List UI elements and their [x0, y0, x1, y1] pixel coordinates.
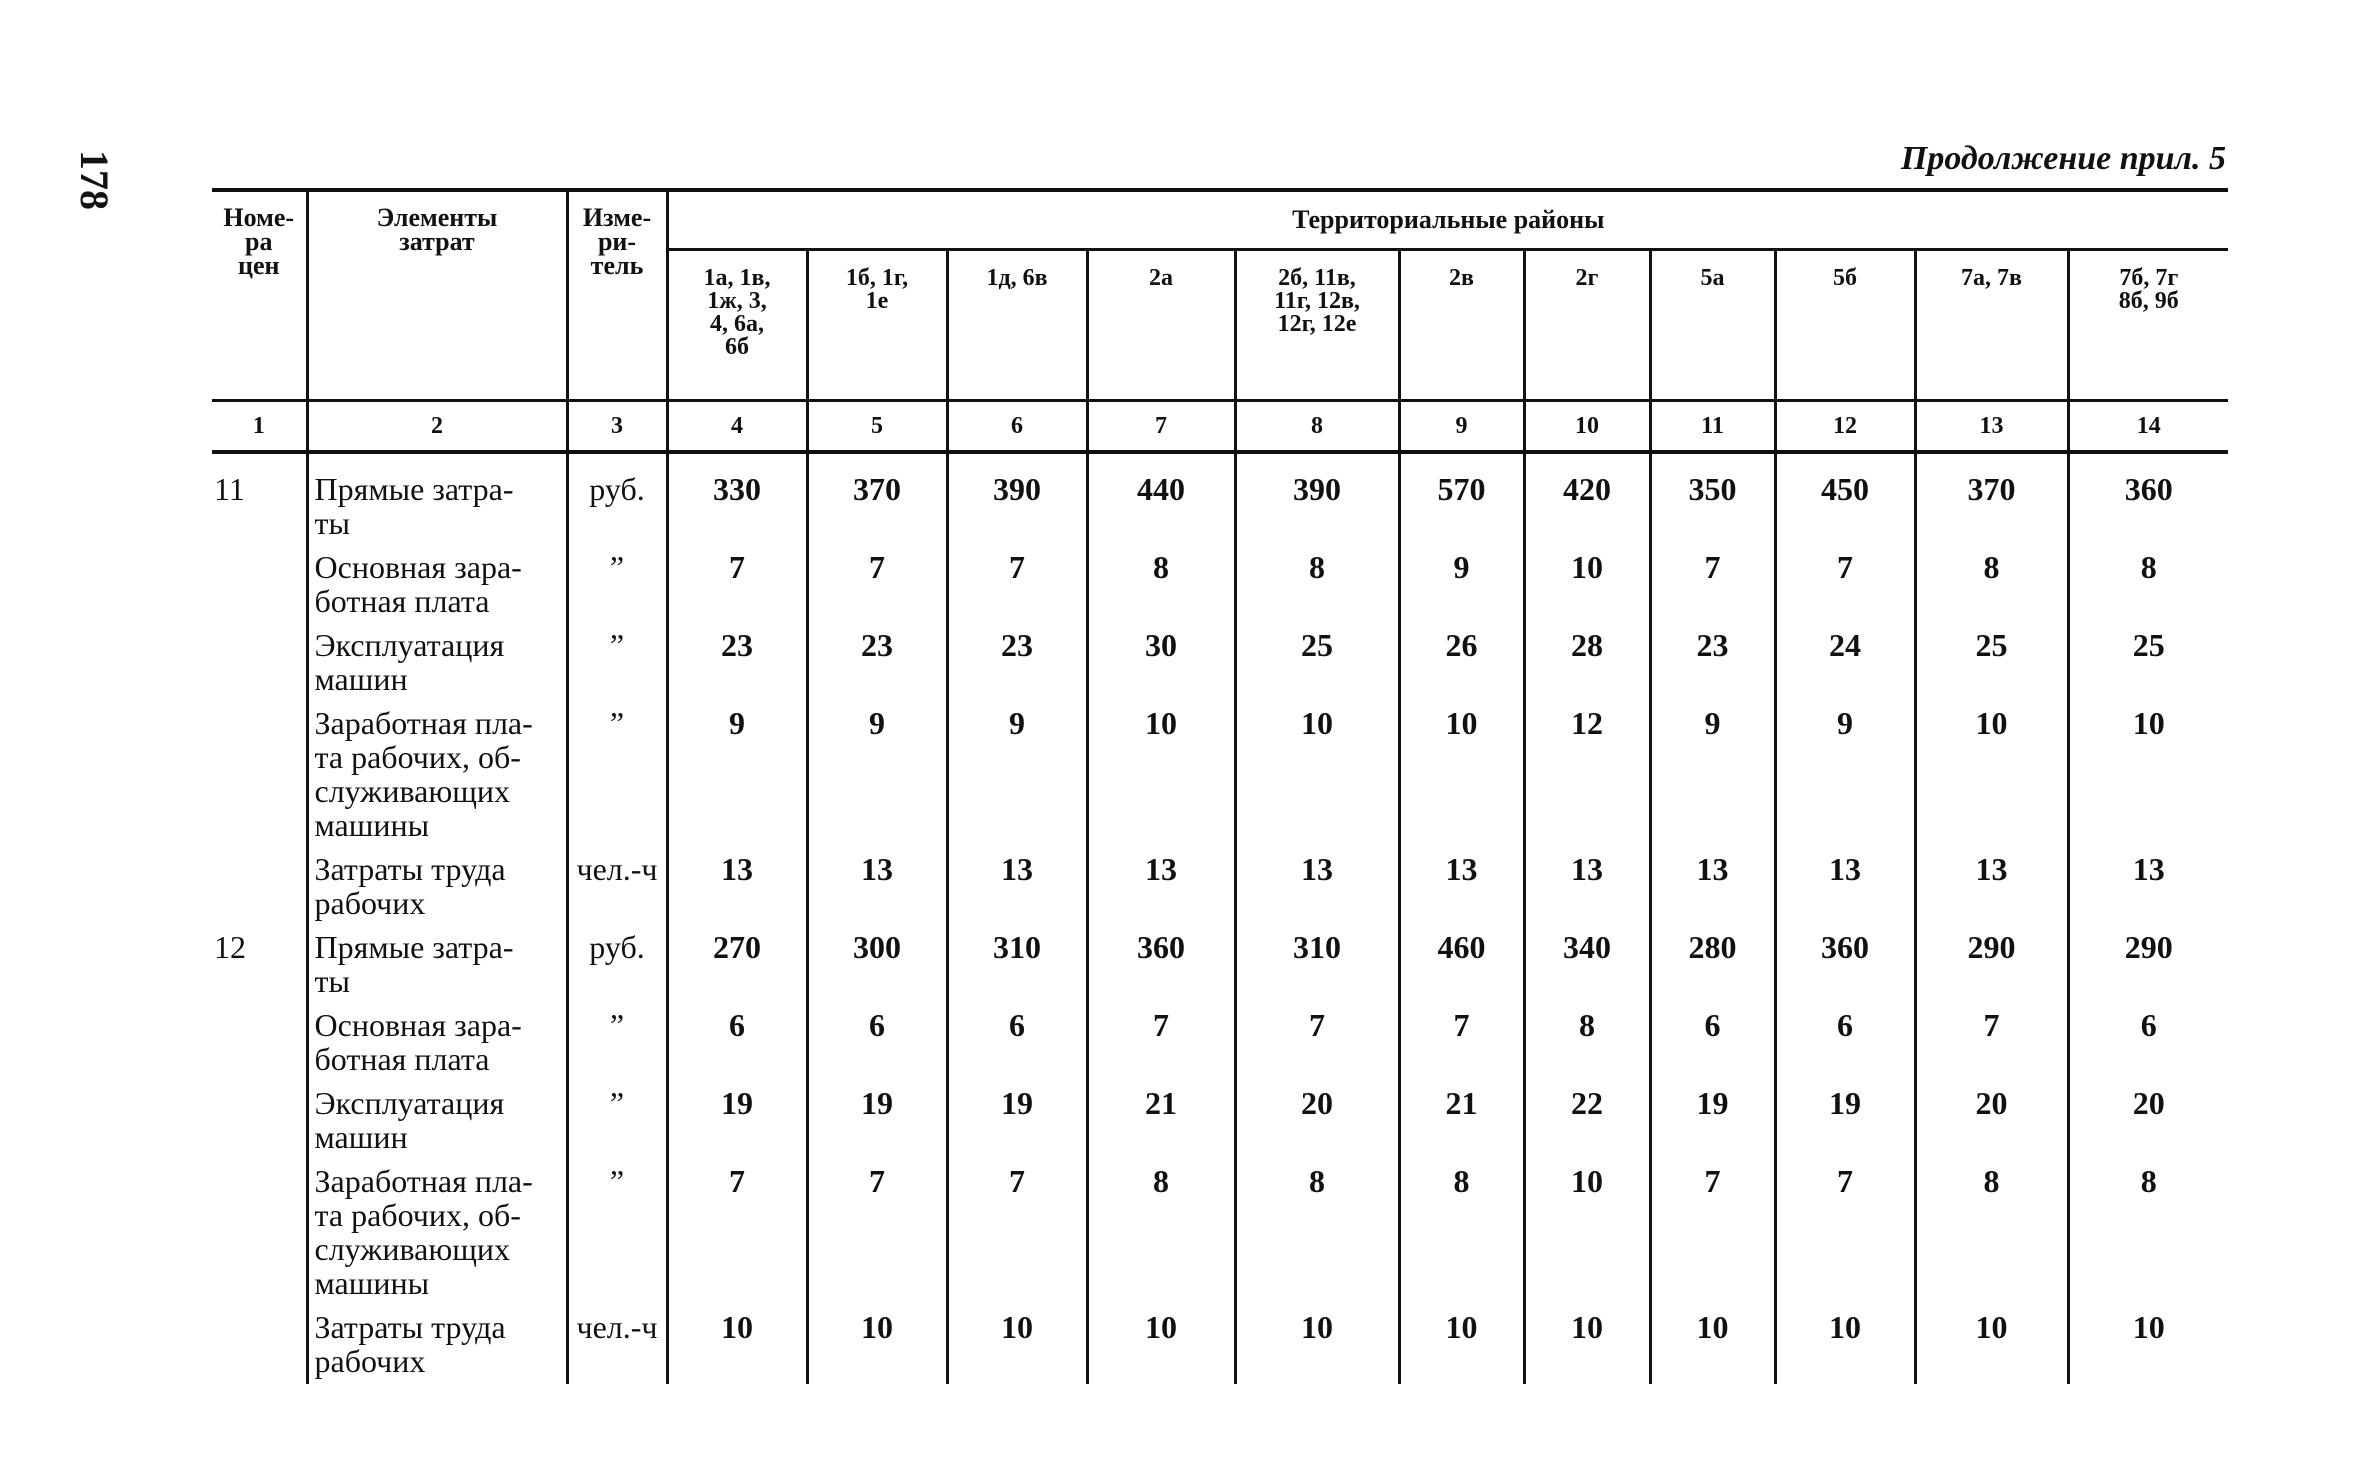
- row-value: 8: [1235, 1154, 1399, 1300]
- row-unit: ”: [567, 618, 667, 696]
- row-value: 13: [1524, 842, 1650, 920]
- column-number: 9: [1399, 401, 1524, 453]
- row-value: 9: [1650, 696, 1775, 842]
- row-price-number: 12: [214, 929, 246, 965]
- row-unit: ”: [567, 540, 667, 618]
- table-row: [212, 1300, 2228, 1384]
- row-value: 21: [1087, 1076, 1235, 1154]
- row-value: 7: [1235, 998, 1399, 1076]
- column-number: 7: [1087, 401, 1235, 453]
- row-value: 13: [947, 842, 1087, 920]
- row-value: 290: [1915, 920, 2068, 998]
- row-cost-element: Затраты труда рабочих: [307, 1300, 567, 1384]
- row-value: 10: [1524, 540, 1650, 618]
- row-value: 25: [2068, 618, 2228, 696]
- row-value: 9: [667, 696, 807, 842]
- row-value: 7: [1650, 540, 1775, 618]
- table-row: [212, 1154, 2228, 1300]
- column-number: 14: [2068, 401, 2228, 453]
- row-value: 23: [947, 618, 1087, 696]
- row-value: 19: [667, 1076, 807, 1154]
- row-value: 30: [1087, 618, 1235, 696]
- row-value: 10: [2068, 1300, 2228, 1384]
- row-value: 350: [1650, 452, 1775, 540]
- row-unit: ”: [567, 696, 667, 842]
- row-value: 13: [2068, 842, 2228, 920]
- row-value: 290: [2068, 920, 2228, 998]
- row-value: 8: [2068, 540, 2228, 618]
- row-value: 13: [667, 842, 807, 920]
- row-value: 7: [667, 1154, 807, 1300]
- row-unit: ”: [567, 998, 667, 1076]
- row-value: 19: [807, 1076, 947, 1154]
- region-header: 1д, 6в: [947, 250, 1087, 401]
- cost-table: [212, 188, 2228, 1384]
- row-value: 370: [1915, 452, 2068, 540]
- row-value: 24: [1775, 618, 1915, 696]
- row-value: 390: [947, 452, 1087, 540]
- table-row: [212, 696, 2228, 842]
- column-number: 13: [1915, 401, 2068, 453]
- row-cost-element: Прямые затра- ты: [307, 452, 567, 540]
- row-value: 8: [1524, 998, 1650, 1076]
- row-value: 440: [1087, 452, 1235, 540]
- row-value: 6: [1650, 998, 1775, 1076]
- row-value: 7: [1399, 998, 1524, 1076]
- row-value: 7: [667, 540, 807, 618]
- header-price-number: Номе- ра цен: [212, 190, 307, 401]
- row-value: 10: [947, 1300, 1087, 1384]
- row-cost-element: Затраты труда рабочих: [307, 842, 567, 920]
- row-value: 450: [1775, 452, 1915, 540]
- row-unit: руб.: [567, 920, 667, 998]
- row-value: 360: [1775, 920, 1915, 998]
- row-price-number: [212, 540, 307, 618]
- row-value: 460: [1399, 920, 1524, 998]
- row-value: 7: [1087, 998, 1235, 1076]
- row-value: 19: [1650, 1076, 1775, 1154]
- row-value: 26: [1399, 618, 1524, 696]
- column-number: 6: [947, 401, 1087, 453]
- region-header: 5б: [1775, 250, 1915, 401]
- row-value: 10: [807, 1300, 947, 1384]
- column-number: 5: [807, 401, 947, 453]
- row-value: 10: [1915, 1300, 2068, 1384]
- row-price-number: [212, 696, 307, 842]
- row-unit: чел.-ч: [567, 1300, 667, 1384]
- region-header: 2г: [1524, 250, 1650, 401]
- row-value: 10: [1087, 696, 1235, 842]
- row-value: 10: [667, 1300, 807, 1384]
- row-value: 25: [1235, 618, 1399, 696]
- column-number: 12: [1775, 401, 1915, 453]
- row-value: 13: [1399, 842, 1524, 920]
- row-cost-element: Эксплуатация машин: [307, 1076, 567, 1154]
- row-value: 7: [1650, 1154, 1775, 1300]
- row-value: 10: [1235, 1300, 1399, 1384]
- column-number: 8: [1235, 401, 1399, 453]
- column-number: 3: [567, 401, 667, 453]
- table-row: [212, 618, 2228, 696]
- row-value: 8: [1399, 1154, 1524, 1300]
- row-value: 7: [807, 540, 947, 618]
- row-value: 13: [1087, 842, 1235, 920]
- region-header: 7б, 7г 8б, 9б: [2068, 250, 2228, 401]
- row-value: 13: [1775, 842, 1915, 920]
- row-value: 10: [1399, 1300, 1524, 1384]
- region-header: 2в: [1399, 250, 1524, 401]
- region-header: 1а, 1в, 1ж, 3, 4, 6а, 6б: [667, 250, 807, 401]
- row-value: 310: [947, 920, 1087, 998]
- row-value: 13: [1915, 842, 2068, 920]
- row-value: 6: [807, 998, 947, 1076]
- row-value: 7: [1775, 540, 1915, 618]
- row-value: 9: [947, 696, 1087, 842]
- row-value: 10: [1087, 1300, 1235, 1384]
- row-value: 9: [1775, 696, 1915, 842]
- row-value: 25: [1915, 618, 2068, 696]
- row-value: 20: [1915, 1076, 2068, 1154]
- row-cost-element: Прямые затра- ты: [307, 920, 567, 998]
- row-value: 20: [2068, 1076, 2228, 1154]
- row-price-number: [212, 1300, 307, 1384]
- row-value: 8: [1915, 1154, 2068, 1300]
- column-number: 10: [1524, 401, 1650, 453]
- row-cost-element: Заработная пла- та рабочих, об- служивающих машины: [307, 1154, 567, 1300]
- header-cost-elements: Элементы затрат: [307, 190, 567, 401]
- column-number-row: [212, 401, 2228, 453]
- row-value: 6: [2068, 998, 2228, 1076]
- row-value: 360: [1087, 920, 1235, 998]
- row-value: 21: [1399, 1076, 1524, 1154]
- row-value: 310: [1235, 920, 1399, 998]
- header-territorial-regions: Территориальные районы: [667, 190, 2228, 250]
- row-value: 10: [2068, 696, 2228, 842]
- table-row: [212, 920, 2228, 998]
- table-row: [212, 998, 2228, 1076]
- row-cost-element: Основная зара- ботная плата: [307, 540, 567, 618]
- row-cost-element: Заработная пла- та рабочих, об- служивающих машины: [307, 696, 567, 842]
- row-value: 23: [1650, 618, 1775, 696]
- row-value: 20: [1235, 1076, 1399, 1154]
- row-value: 19: [1775, 1076, 1915, 1154]
- row-price-number: [212, 998, 307, 1076]
- row-value: 340: [1524, 920, 1650, 998]
- row-price-number: [212, 1154, 307, 1300]
- row-value: 23: [807, 618, 947, 696]
- row-cost-element: Основная зара- ботная плата: [307, 998, 567, 1076]
- row-value: 7: [947, 1154, 1087, 1300]
- row-value: 360: [2068, 452, 2228, 540]
- row-value: 10: [1524, 1154, 1650, 1300]
- row-value: 370: [807, 452, 947, 540]
- table-row: [212, 540, 2228, 618]
- region-header: 1б, 1г, 1е: [807, 250, 947, 401]
- row-value: 8: [1235, 540, 1399, 618]
- row-value: 280: [1650, 920, 1775, 998]
- row-unit: ”: [567, 1076, 667, 1154]
- row-value: 10: [1524, 1300, 1650, 1384]
- row-value: 7: [947, 540, 1087, 618]
- row-value: 19: [947, 1076, 1087, 1154]
- table-row: [212, 842, 2228, 920]
- row-value: 8: [2068, 1154, 2228, 1300]
- table-row: [212, 452, 2228, 540]
- row-value: 570: [1399, 452, 1524, 540]
- row-price-number: [212, 1076, 307, 1154]
- row-value: 13: [1235, 842, 1399, 920]
- header-unit: Изме- ри- тель: [567, 190, 667, 401]
- row-unit: руб.: [567, 452, 667, 540]
- row-value: 7: [1915, 998, 2068, 1076]
- page-number: 178: [72, 150, 117, 210]
- row-value: 12: [1524, 696, 1650, 842]
- row-cost-element: Эксплуатация машин: [307, 618, 567, 696]
- row-value: 8: [1087, 1154, 1235, 1300]
- column-number: 4: [667, 401, 807, 453]
- row-value: 28: [1524, 618, 1650, 696]
- continuation-caption: Продолжение прил. 5: [1900, 140, 2226, 177]
- column-number: 2: [307, 401, 567, 453]
- table-row: [212, 1076, 2228, 1154]
- row-unit: ”: [567, 1154, 667, 1300]
- region-header: 5а: [1650, 250, 1775, 401]
- row-value: 10: [1235, 696, 1399, 842]
- row-unit: чел.-ч: [567, 842, 667, 920]
- row-value: 10: [1915, 696, 2068, 842]
- row-value: 7: [807, 1154, 947, 1300]
- row-value: 10: [1650, 1300, 1775, 1384]
- column-number: 1: [212, 401, 307, 453]
- row-value: 6: [947, 998, 1087, 1076]
- row-price-number: [212, 618, 307, 696]
- row-value: 8: [1915, 540, 2068, 618]
- row-value: 23: [667, 618, 807, 696]
- row-value: 10: [1399, 696, 1524, 842]
- row-value: 6: [1775, 998, 1915, 1076]
- row-value: 13: [807, 842, 947, 920]
- region-header: 2а: [1087, 250, 1235, 401]
- column-number: 11: [1650, 401, 1775, 453]
- row-value: 9: [807, 696, 947, 842]
- row-value: 270: [667, 920, 807, 998]
- row-value: 8: [1087, 540, 1235, 618]
- row-value: 7: [1775, 1154, 1915, 1300]
- row-value: 22: [1524, 1076, 1650, 1154]
- row-value: 330: [667, 452, 807, 540]
- row-price-number: 11: [214, 471, 245, 507]
- row-value: 9: [1399, 540, 1524, 618]
- row-value: 420: [1524, 452, 1650, 540]
- row-value: 390: [1235, 452, 1399, 540]
- table-body: [212, 452, 2228, 1384]
- region-header: 2б, 11в, 11г, 12в, 12г, 12е: [1235, 250, 1399, 401]
- row-value: 13: [1650, 842, 1775, 920]
- row-value: 300: [807, 920, 947, 998]
- row-value: 6: [667, 998, 807, 1076]
- row-value: 10: [1775, 1300, 1915, 1384]
- region-header: 7а, 7в: [1915, 250, 2068, 401]
- row-price-number: [212, 842, 307, 920]
